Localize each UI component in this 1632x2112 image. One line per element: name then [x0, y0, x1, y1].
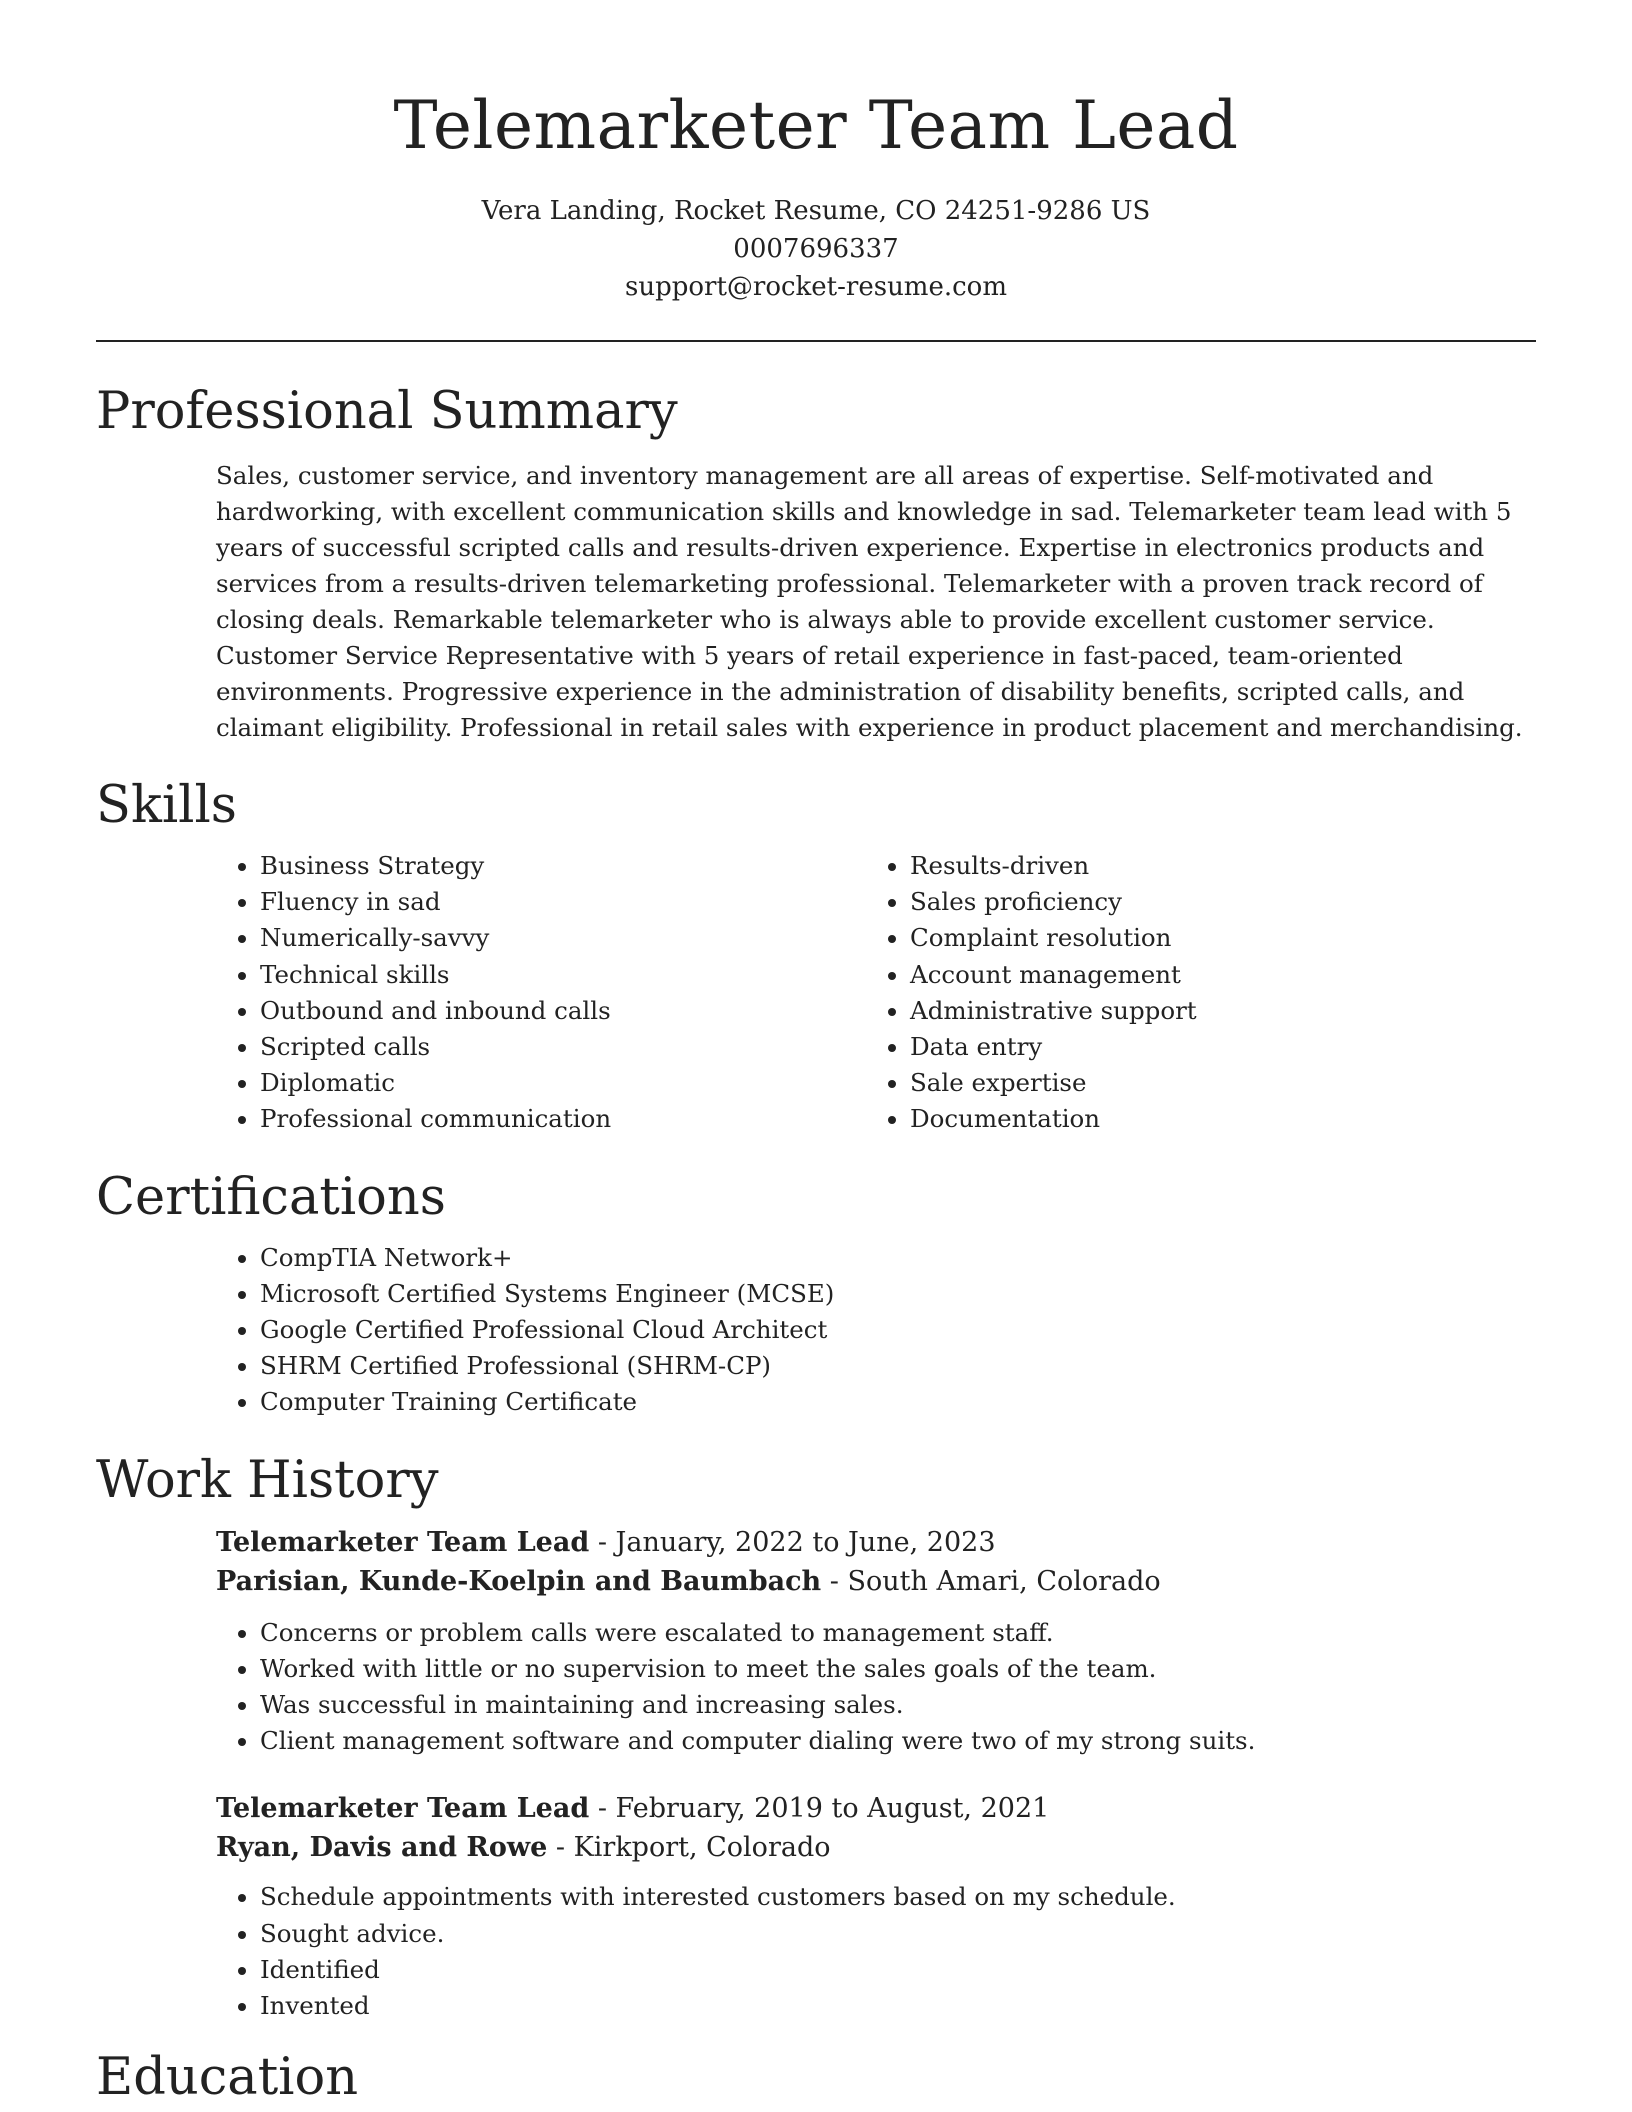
header-divider	[96, 340, 1536, 342]
list-item: • Concerns or problem calls were escalated to management staff.	[260, 1615, 1536, 1651]
contact-info	[96, 192, 1536, 306]
list-item: • Account management	[910, 957, 1516, 993]
skills-column-right	[866, 848, 1516, 1138]
list-item: • Client management software and computer dialing were two of my strong suits.	[260, 1723, 1536, 1759]
summary-heading: Professional Summary	[96, 382, 678, 441]
skills-list-right	[866, 848, 1516, 1138]
skills-column-left	[216, 848, 866, 1138]
job-dates: - February, 2019 to August, 2021	[589, 1793, 1050, 1825]
list-item: • Computer Training Certificate	[260, 1384, 1536, 1420]
list-item: • Outbound and inbound calls	[260, 993, 866, 1029]
list-item: • Business Strategy	[260, 848, 866, 884]
list-item: • Sale expertise	[910, 1065, 1516, 1101]
candidate-name: Telemarketer Team Lead	[393, 87, 1239, 164]
list-item: • Sought advice.	[260, 1916, 1536, 1952]
list-item: • Fluency in sad	[260, 884, 866, 920]
job-role: Telemarketer Team Lead	[216, 1526, 590, 1558]
list-item: • Diplomatic	[260, 1065, 866, 1101]
job-company: Ryan, Davis and Rowe	[216, 1832, 548, 1864]
job-role: Telemarketer Team Lead	[216, 1793, 590, 1825]
education-heading: Education	[96, 2048, 359, 2108]
job-duties-list	[216, 1615, 1536, 1760]
work-history-heading: Work History	[96, 1450, 439, 1510]
email: support@rocket-resume.com	[624, 272, 1007, 302]
job-title-line	[216, 1523, 1536, 1562]
skills-section	[96, 774, 1536, 1138]
address: Vera Landing, Rocket Resume, CO 24251-9286 US	[481, 196, 1151, 226]
resume-page	[96, 0, 1536, 2110]
work-history-section	[96, 1449, 1536, 2025]
list-item: • Google Certified Professional Cloud Architect	[260, 1312, 1536, 1348]
education-section	[96, 2046, 1536, 2110]
summary-section	[96, 380, 1536, 746]
job-location: - Kirkport, Colorado	[547, 1832, 831, 1864]
job-dates: - January, 2022 to June, 2023	[589, 1526, 996, 1558]
list-item: • Identified	[260, 1952, 1536, 1988]
job-title-line	[216, 1789, 1536, 1828]
list-item: • CompTIA Network+	[260, 1240, 1536, 1276]
certifications-heading: Certifications	[96, 1167, 446, 1227]
list-item: • Sales proficiency	[910, 884, 1516, 920]
certifications-list	[216, 1240, 1536, 1421]
list-item: • Professional communication	[260, 1101, 866, 1137]
summary-text: Sales, customer service, and inventory management are all areas of expertise. Self-motivated and hardworking, with excellent communication skills and knowledge in sad. Telemarketer team lead with 5 years of successful scripted calls and results-driven experience. Expertise in electronics products and services from a results-driven telemarketing professional. Telemarketer with a proven track record of closing deals. Remarkable telemarketer who is always able to provide excellent customer service. Customer Service Representative with 5 years of retail experience in fast-paced, team-oriented environments. Progressive experience in the administration of disability benefits, scripted calls, and claimant eligibility. Professional in retail sales with experience in product placement and merchandising.	[216, 461, 1523, 742]
list-item: • SHRM Certified Professional (SHRM-CP)	[260, 1348, 1536, 1384]
list-item: • Results-driven	[910, 848, 1516, 884]
job-entry	[216, 1789, 1536, 2024]
list-item: • Documentation	[910, 1101, 1516, 1137]
list-item: • Technical skills	[260, 957, 866, 993]
phone: 0007696337	[733, 234, 899, 264]
job-location: - South Amari, Colorado	[821, 1565, 1161, 1597]
skills-list-left	[216, 848, 866, 1138]
list-item: • Schedule appointments with interested customers based on my schedule.	[260, 1879, 1536, 1915]
list-item: • Data entry	[910, 1029, 1516, 1065]
list-item: • Microsoft Certified Systems Engineer (MCSE)	[260, 1276, 1536, 1312]
job-company-line	[216, 1562, 1536, 1601]
skills-heading: Skills	[96, 776, 237, 835]
resume-header	[96, 0, 1536, 306]
job-company: Parisian, Kunde-Koelpin and Baumbach	[216, 1565, 822, 1597]
list-item: • Worked with little or no supervision to meet the sales goals of the team.	[260, 1651, 1536, 1687]
list-item: • Numerically-savvy	[260, 920, 866, 956]
job-entry	[216, 1523, 1536, 1760]
job-company-line	[216, 1828, 1536, 1867]
list-item: • Administrative support	[910, 993, 1516, 1029]
certifications-section	[96, 1166, 1536, 1421]
list-item: • Was successful in maintaining and increasing sales.	[260, 1687, 1536, 1723]
job-duties-list	[216, 1879, 1536, 2024]
list-item: • Complaint resolution	[910, 920, 1516, 956]
list-item: • Invented	[260, 1988, 1536, 2024]
list-item: • Scripted calls	[260, 1029, 866, 1065]
